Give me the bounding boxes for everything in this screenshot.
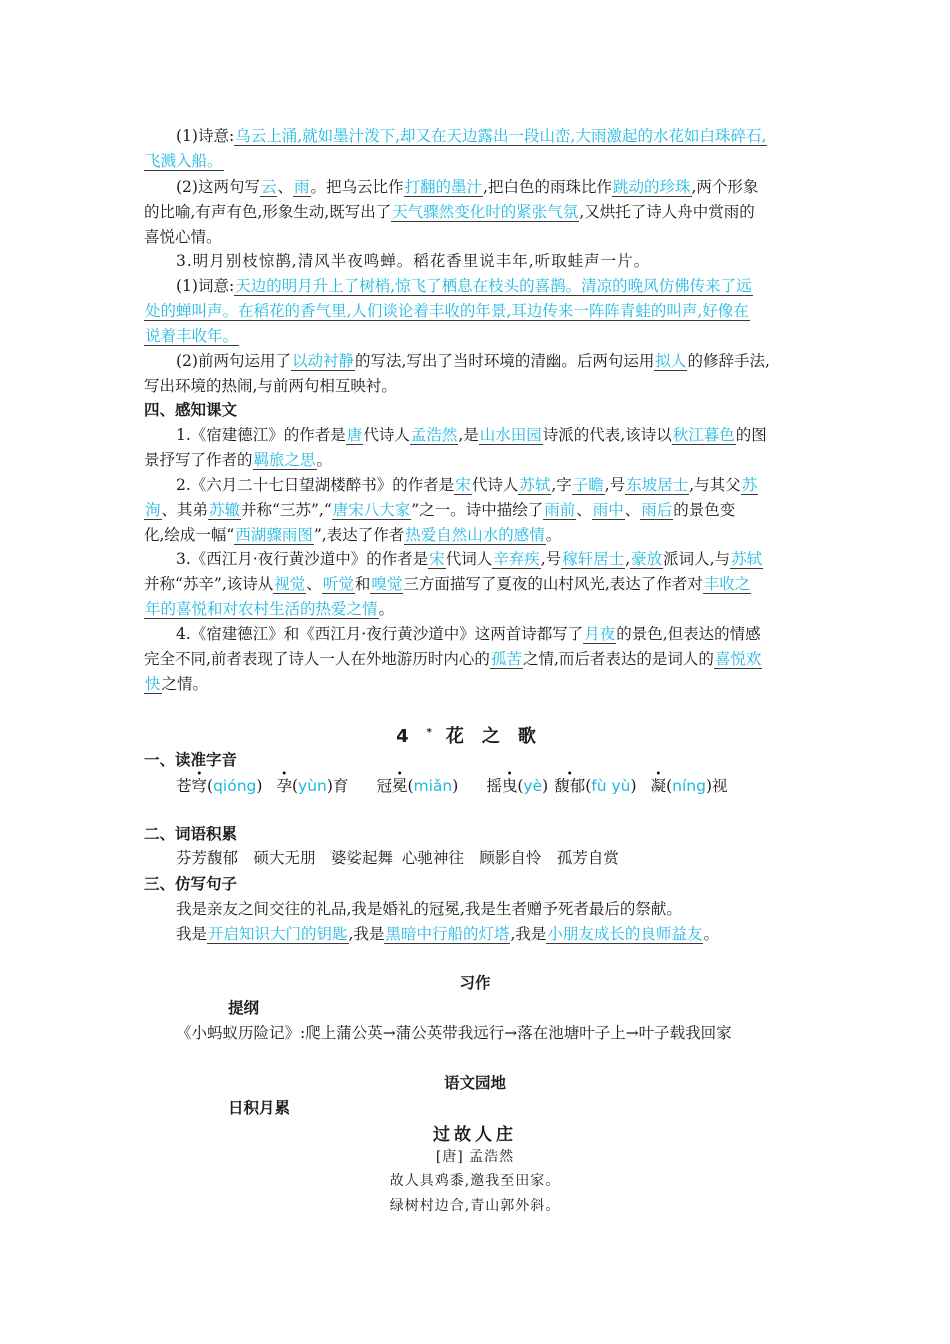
text-line: 写出环境的热闹,与前两句相互映衬。 [144,377,397,395]
text: 、其弟 [161,501,209,519]
text: ,与其父 [689,476,741,494]
text-line [176,349,770,373]
poem-line: 3.明月别枝惊鹊,清风半夜鸣蝉。稻花香里说丰年,听取蛙声一片。 [176,252,651,270]
char: 摇 [486,777,502,795]
text-line [144,448,332,472]
answer: 丰收之 [703,575,751,593]
answer: 以动衬静 [291,352,354,370]
text-line [176,124,767,148]
answer: 月夜 [584,625,616,643]
text-line: 我是亲友之间交往的礼品,我是婚礼的冠冕,我是生者赠予死者最后的祭献。 [176,900,682,918]
text-line [144,498,735,522]
answer: 苏轼 [731,550,763,568]
char: 视 [712,777,728,795]
text-line [176,622,761,646]
answer: 视觉 [274,575,306,593]
answer: 宋 [455,476,471,494]
text: ,我是 [510,925,547,943]
answer: 雨 [294,178,310,196]
text: 、 [624,501,641,519]
text: 代诗人 [363,426,410,444]
char: 育 [332,777,349,795]
answer: 羁旅之思 [253,451,316,469]
answer: 稼轩居士 [562,550,625,568]
text: ,把白色的雨珠比作 [483,178,612,196]
answer: 年的喜悦和对农村生活的热爱之情 [145,600,378,618]
text: , [625,550,631,568]
label: (1)诗意: [176,127,235,145]
text: 完全不同,前者表现了诗人一人在外地游历时内心的 [144,650,490,668]
poem-line: 绿树村边合,青山郭外斜。 [389,1198,561,1214]
answer: 雨中 [592,501,624,519]
text-line [144,523,561,547]
char: 凝 [650,777,667,795]
text-line [144,324,239,348]
answer: 苏 [741,476,758,494]
text: 的图 [735,426,767,444]
text: 和 [354,575,371,593]
answer: 拟人 [655,352,687,370]
text-line [144,200,755,224]
text: 的修辞手法, [687,352,770,370]
answer: 辛弃疾 [493,550,540,568]
text-line: 喜悦心情。 [144,228,222,246]
pinyin: qióng [213,777,257,795]
text: (2)这两句写 [176,178,260,196]
answer: 热爱自然山水的感情 [405,526,545,544]
answer: 打翻的墨汁 [404,178,483,196]
text: ,两个形象 [691,178,759,196]
answer: 孟浩然 [410,426,458,444]
answer: 喜悦欢 [714,650,762,668]
pinyin: fù yù [591,777,631,795]
text: 之情,而后者表达的是词人的 [522,650,714,668]
text: 代词人 [445,550,493,568]
section-heading: 一、读准字音 [144,751,238,769]
outline-text: 《小蚂蚁历险记》:爬上蒲公英→蒲公英带我远行→落在池塘叶子上→叶子载我回家 [176,1024,732,1042]
text: 4.《宿建德江》和《西江月·夜行黄沙道中》这两首诗都写了 [176,625,584,643]
answer: 唐宋八大家 [332,501,411,519]
text-line [144,672,208,696]
text: 代诗人 [471,476,519,494]
text: 。把乌云比作 [310,178,404,196]
subheading: 提纲 [228,999,260,1017]
text: 诗派的代表,该诗以 [542,426,672,444]
answer: 雨后 [641,501,673,519]
char: 馥郁 [554,777,586,795]
lesson-title [0,722,950,748]
text: (1)词意: [176,277,235,295]
pinyin: yùn [298,777,327,795]
text: 景抒写了作者的 [144,451,253,469]
text: 的景色,但表达的情感 [616,625,761,643]
text: ,号 [604,476,626,494]
answer: 宋 [429,550,445,568]
answer: 孤苦 [490,650,522,668]
answer: 西湖骤雨图 [235,526,313,544]
text-line [144,597,394,621]
answer: 云 [260,178,277,196]
text: 、 [277,178,293,196]
answer: 洵 [145,501,161,519]
text-line [176,423,767,447]
section-heading: 四、感知课文 [144,401,238,419]
char: 孕 [276,777,292,795]
section-title: 语文园地 [443,1074,506,1092]
text-line [176,547,763,571]
text-line [144,647,762,671]
text: (2)前两句运用了 [176,352,291,370]
text: 的景色变 [673,501,736,519]
text: 的比喻,有声有色,形象生动,既写出了 [144,203,392,221]
text: 派词人,与 [663,550,731,568]
text: 。 [545,526,562,544]
pinyin: yè [523,777,543,795]
text: 。 [316,451,333,469]
poem-line: 故人具鸡黍,邀我至田家。 [389,1173,561,1189]
text: ”之一。诗中描绘了 [411,501,544,519]
lesson-number: 4 [396,726,427,747]
text: 三方面描写了夏夜的山村风光,表达了作者对 [403,575,703,593]
char: 苍 [176,777,192,795]
poem-author: [唐] 孟浩然 [435,1149,515,1165]
answer: 天边的明月升上了树梢,惊飞了栖息在枝头的喜鹊。清凉的晚风仿佛传来了远 [235,277,752,295]
answer: 开启知识大门的钥匙 [208,925,348,943]
pinyin: níng [672,777,706,795]
answer: 说着丰收年。 [145,327,239,345]
text-line [144,572,751,596]
text: ,号 [540,550,562,568]
text: 3.《西江月·夜行黄沙道中》的作者是 [176,550,429,568]
text: 并称“三苏”,“ [241,501,332,519]
answer: 豪放 [631,550,663,568]
answer: 东坡居士 [626,476,689,494]
subheading: 日积月累 [228,1099,291,1117]
section-title: 习作 [459,974,491,992]
answer: 小朋友成长的良师益友 [547,925,703,943]
answer: 苏轼 [519,476,551,494]
text: 的写法,写出了当时环境的清幽。后两句运用 [354,352,655,370]
text: ”,表达了作者 [313,526,405,544]
text-line [176,473,758,497]
text: 。 [378,600,395,618]
pinyin-line: 苍穹(qióng) 孕(yùn)育 冠冕(miǎn) 摇曳(yè) 馥郁(fù yù) 凝(níng)视 [176,777,728,795]
char: 穹 [191,777,208,795]
poem-title: 过故人庄 [433,1125,517,1145]
answer: 处的蝉叫声。在稻花的香气里,人们谈论着丰收的年景,耳边传来一阵阵青蛙的叫声,好像在 [145,302,749,320]
text: ,我是 [348,925,385,943]
text: ,是 [458,426,479,444]
text: 之情。 [161,675,209,693]
text: 。 [703,925,719,943]
answer: 山水田园 [479,426,542,444]
text: 我是 [176,925,208,943]
text: 1.《宿建德江》的作者是 [176,426,346,444]
answer: 天气骤然变化时的紧张气氛 [392,203,579,221]
text-line [176,274,753,298]
answer: 黑暗中行船的灯塔 [385,925,510,943]
answer: 雨前 [544,501,576,519]
text: ,字 [551,476,572,494]
answer: 飞溅入船。 [145,152,223,170]
answer: 乌云上涌,就如墨汁泼下,却又在天边露出一段山峦,大雨激起的水花如白珠碎石, [235,127,767,145]
answer: 嗅觉 [371,575,403,593]
char: 冠 [376,777,392,795]
answer: 跳动的珍珠 [612,178,691,196]
char: 曳 [501,777,518,795]
answer: 听觉 [322,575,354,593]
section-heading: 二、词语积累 [144,825,238,843]
lesson-title-text: 花之歌 [445,726,554,747]
answer: 快 [145,675,161,693]
char: 冕 [391,777,408,795]
answer: 子瞻 [572,476,604,494]
pinyin: miǎn [413,777,453,795]
answer: 唐 [346,426,363,444]
text: 、 [576,501,592,519]
text-line [176,922,719,946]
text: 并称“苏辛”,该诗从 [144,575,274,593]
text: 、 [306,575,322,593]
word-list: 芬芳馥郁 硕大无朋 婆娑起舞 心驰神往 顾影自怜 孤芳自赏 [176,849,619,867]
star-mark: * [426,727,432,738]
answer: 苏辙 [209,501,241,519]
answer: 秋江暮色 [672,426,735,444]
text: 2.《六月二十七日望湖楼醉书》的作者是 [176,476,455,494]
text-line [144,299,750,323]
text: ,又烘托了诗人舟中赏雨的 [579,203,755,221]
text: 化,绘成一幅“ [144,526,235,544]
text-line [144,149,224,173]
section-heading: 三、仿写句子 [144,875,238,893]
text-line [176,175,758,199]
